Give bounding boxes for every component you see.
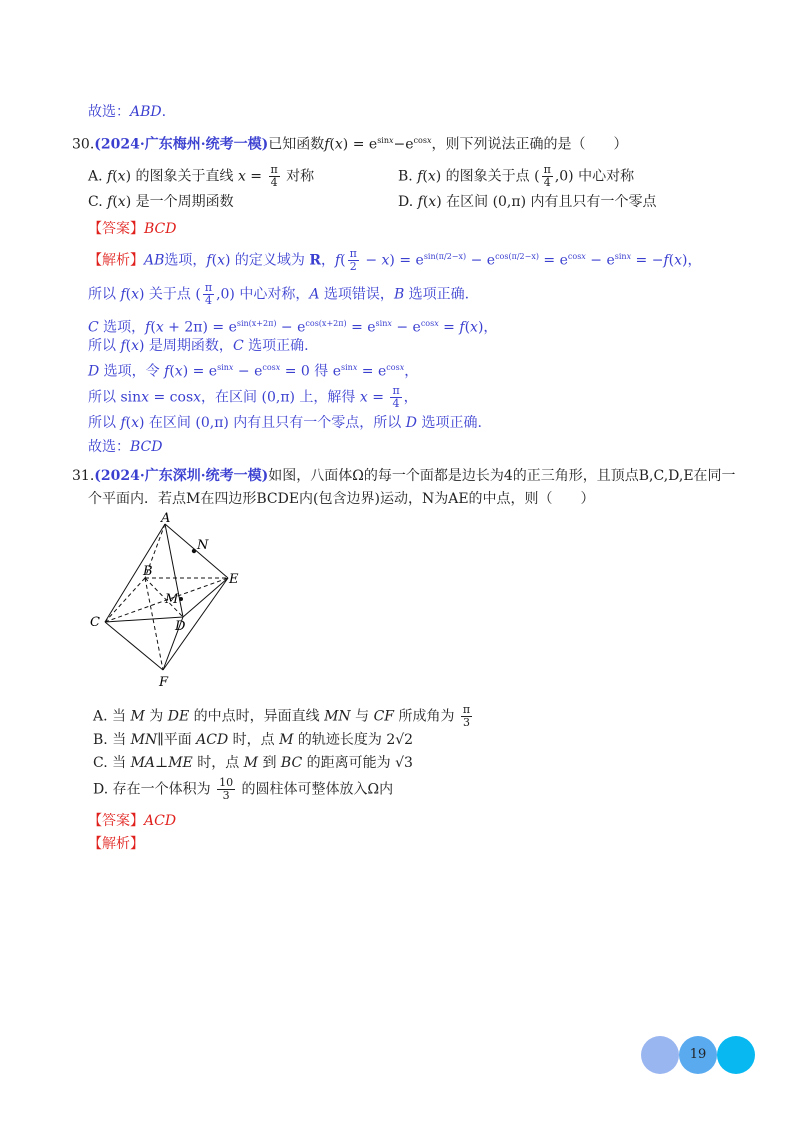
edge-bc [105, 578, 145, 622]
q31-option-a: A. 当 M 为 DE 的中点时，异面直线 MN 与 CF 所成角为 $\frac{\pi}{3}$ [93, 703, 471, 729]
label-f: F [159, 675, 169, 690]
page-circle-3 [717, 1036, 755, 1074]
q30-option-b: B. f(x) 的图象关于点 ( $\frac{\pi}{4}$ ,0) 中心对称 [398, 163, 635, 189]
point-n [192, 549, 196, 553]
edge-de [183, 578, 228, 617]
q30-analysis-5: D 选项，令 $f(x) = e^{sinx} - e^{cosx} = 0$ 得 $e^{sinx} = e^{cosx}$， [88, 363, 419, 380]
octahedron-figure [85, 512, 255, 692]
q30-option-a: A. f(x) 的图象关于直线 x = $\frac{\pi}{4}$ 对称 [88, 163, 315, 189]
q31-source: (2024·广东深圳·统考一模) [94, 468, 269, 484]
q31-option-c: C. 当 MA⊥ME 时，点 M 到 BC 的距离可能为 √3 [93, 755, 413, 771]
q30-analysis-3: C 选项，$f(x + 2\pi) = e^{sin(x+2\pi)} - e^{cos(x+2\pi)} = e^{sinx} - e^{cosx} = f(x)$， [88, 319, 498, 336]
q31-analysis-label: 【解析】 [88, 836, 144, 852]
q30-stem: 30.(2024·广东梅州·统考一模)已知函数$f(x) = e^{sinx}-e^{cosx}$，则下列说法正确的是（ ） [72, 136, 628, 153]
label-a: A [161, 512, 171, 526]
q30-analysis-4: 所以 f(x) 是周期函数，C 选项正确. [88, 338, 309, 354]
q30-option-d: D. f(x) 在区间 (0,π) 内有且只有一个零点 [398, 194, 657, 210]
q30-analysis-7: 所以 f(x) 在区间 (0,π) 内有且只有一个零点，所以 D 选项正确. [88, 415, 482, 431]
q30-number: 30. [72, 136, 95, 153]
label-d: D [175, 619, 186, 634]
q31-option-d: D. 存在一个体积为 $\frac{10}{3}$ 的圆柱体可整体放入Ω内 [93, 776, 394, 802]
q30-source: (2024·广东梅州·统考一模) [94, 136, 269, 153]
label-n: N [197, 538, 209, 553]
q31-number: 31. [72, 468, 95, 484]
q30-analysis-8: 故选：BCD [88, 439, 163, 455]
q31-answer: 【答案】ACD [88, 813, 177, 829]
page-number: 19 [689, 1047, 707, 1062]
prev-answer: 故选：ABD. [88, 104, 167, 120]
q31-stem-1: 31.(2024·广东深圳·统考一模)如图，八面体Ω的每一个面都是边长为4的正三角形，且顶点B,C,D,E在同一 [72, 468, 736, 484]
edge-cd [105, 617, 183, 622]
label-b: B [143, 564, 153, 579]
edge-bf [145, 578, 163, 670]
point-m [179, 597, 183, 601]
q30-analysis-6: 所以 sinx = cosx，在区间 (0,π) 上，解得 x = $\frac{\pi}{4}$ ， [88, 384, 418, 410]
label-c: C [90, 615, 100, 630]
page-circle-1 [641, 1036, 679, 1074]
q30-answer: 【答案】BCD [88, 221, 177, 237]
q30-option-c: C. f(x) 是一个周期函数 [88, 194, 234, 210]
label-m: M [165, 592, 179, 607]
q30-analysis-2: 所以 f(x) 关于点 ( $\frac{\pi}{4}$ ,0) 中心对称，A 选项错误，B 选项正确. [88, 281, 470, 307]
edge-cf [105, 622, 163, 670]
label-e: E [229, 572, 239, 587]
q30-analysis-1: 【解析】AB选项，f(x) 的定义域为 R，f( $\frac{\pi}{2}$ − $x) = e^{sin(\pi/2-x)} - e^{cos(\pi/2-x)} = e^{cosx} - e^{sinx} = -f(x)$， [88, 247, 702, 274]
q31-option-b: B. 当 MN∥平面 ACD 时，点 M 的轨迹长度为 2√2 [93, 732, 414, 748]
q31-stem-2: 个平面内．若点M在四边形BCDE内(包含边界)运动，N为AE的中点，则（ ） [88, 491, 595, 507]
edge-ac [105, 524, 165, 622]
